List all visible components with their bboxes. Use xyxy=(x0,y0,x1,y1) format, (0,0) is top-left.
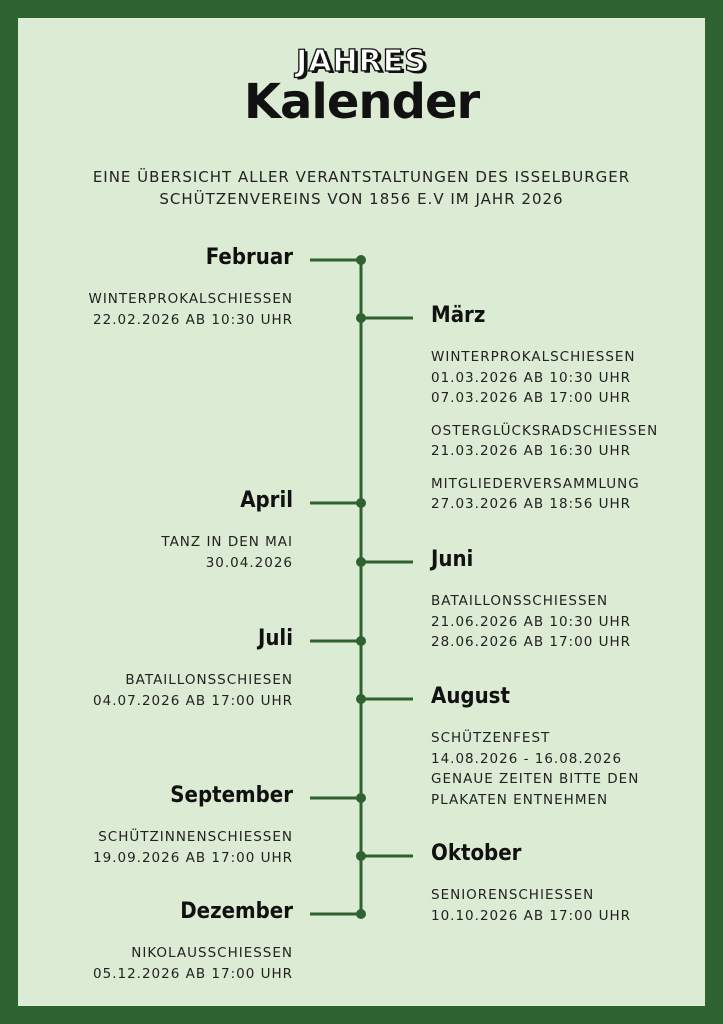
month-label: Dezember xyxy=(180,899,293,924)
timeline-dot xyxy=(356,851,366,861)
month-label: Oktober xyxy=(431,841,522,866)
event-line: SENIORENSCHIESSEN xyxy=(431,887,595,903)
event-line: OSTERGLÜCKSRADSCHIESSEN xyxy=(431,422,659,439)
event-line: 04.07.2026 AB 17:00 UHR xyxy=(93,692,293,709)
event-line: 22.02.2026 AB 10:30 UHR xyxy=(93,311,293,328)
month-label: März xyxy=(431,303,486,328)
month-label: April xyxy=(240,488,293,513)
subtitle-line-2: SCHÜTZENVEREINS VON 1856 E.V IM JAHR 2026 xyxy=(159,190,564,208)
month-label: Februar xyxy=(205,245,293,270)
timeline-dot xyxy=(356,255,366,265)
page-title: Kalender xyxy=(243,74,480,130)
event-block xyxy=(431,728,701,810)
event-block xyxy=(23,289,293,330)
event-line: 07.03.2026 AB 17:00 UHR xyxy=(431,390,631,406)
event-block xyxy=(23,827,293,868)
event-line: 28.06.2026 AB 17:00 UHR xyxy=(431,634,631,650)
event-line: MITGLIEDERVERSAMMLUNG xyxy=(431,475,640,492)
timeline-dot xyxy=(356,793,366,803)
event-line: SCHÜTZINNENSCHIESSEN xyxy=(98,829,293,845)
event-spacer xyxy=(431,409,701,421)
event-line: 19.09.2026 AB 17:00 UHR xyxy=(93,849,293,866)
timeline-dot xyxy=(356,498,366,508)
event-line: BATAILLONSSCHIESEN xyxy=(125,672,293,688)
event-line: WINTERPROKALSCHIESSEN xyxy=(431,349,636,365)
event-line: PLAKATEN ENTNEHMEN xyxy=(431,791,609,808)
event-line: TANZ IN DEN MAI xyxy=(161,534,293,550)
event-line: NIKOLAUSSCHIESSEN xyxy=(131,945,293,961)
event-block xyxy=(431,347,701,515)
poster xyxy=(18,18,705,1006)
subtitle-line-1: EINE ÜBERSICHT ALLER VERANTSTALTUNGEN DES ISSELBURGER xyxy=(92,168,631,186)
event-line: 10.10.2026 AB 17:00 UHR xyxy=(431,907,631,924)
event-line: 21.06.2026 AB 10:30 UHR xyxy=(431,613,631,630)
event-line: BATAILLONSSCHIESSEN xyxy=(431,593,609,609)
event-line: GENAUE ZEITEN BITTE DEN xyxy=(431,771,640,787)
event-line: 27.03.2026 AB 18:56 UHR xyxy=(431,496,631,512)
month-label: August xyxy=(431,684,510,709)
event-line: 14.08.2026 - 16.08.2026 xyxy=(431,750,623,767)
timeline-dot xyxy=(356,557,366,567)
month-label: Juni xyxy=(431,547,474,572)
event-line: 30.04.2026 xyxy=(205,554,293,571)
event-block xyxy=(23,670,293,711)
event-line: 01.03.2026 AB 10:30 UHR xyxy=(431,369,631,386)
event-block xyxy=(23,943,293,984)
event-block xyxy=(23,532,293,573)
event-line: 21.03.2026 AB 16:30 UHR xyxy=(431,443,631,459)
timeline-dot xyxy=(356,313,366,323)
month-label: September xyxy=(170,783,293,808)
event-block xyxy=(431,885,701,926)
event-spacer xyxy=(431,462,701,474)
timeline-dot xyxy=(356,694,366,704)
header-kicker: JAHRES xyxy=(296,44,427,79)
event-block xyxy=(431,591,701,653)
month-label: Juli xyxy=(257,626,293,651)
event-line: SCHÜTZENFEST xyxy=(431,730,551,746)
event-line: 05.12.2026 AB 17:00 UHR xyxy=(93,965,293,982)
event-line: WINTERPROKALSCHIESSEN xyxy=(88,291,293,307)
timeline-dot xyxy=(356,636,366,646)
timeline-dot xyxy=(356,909,366,919)
